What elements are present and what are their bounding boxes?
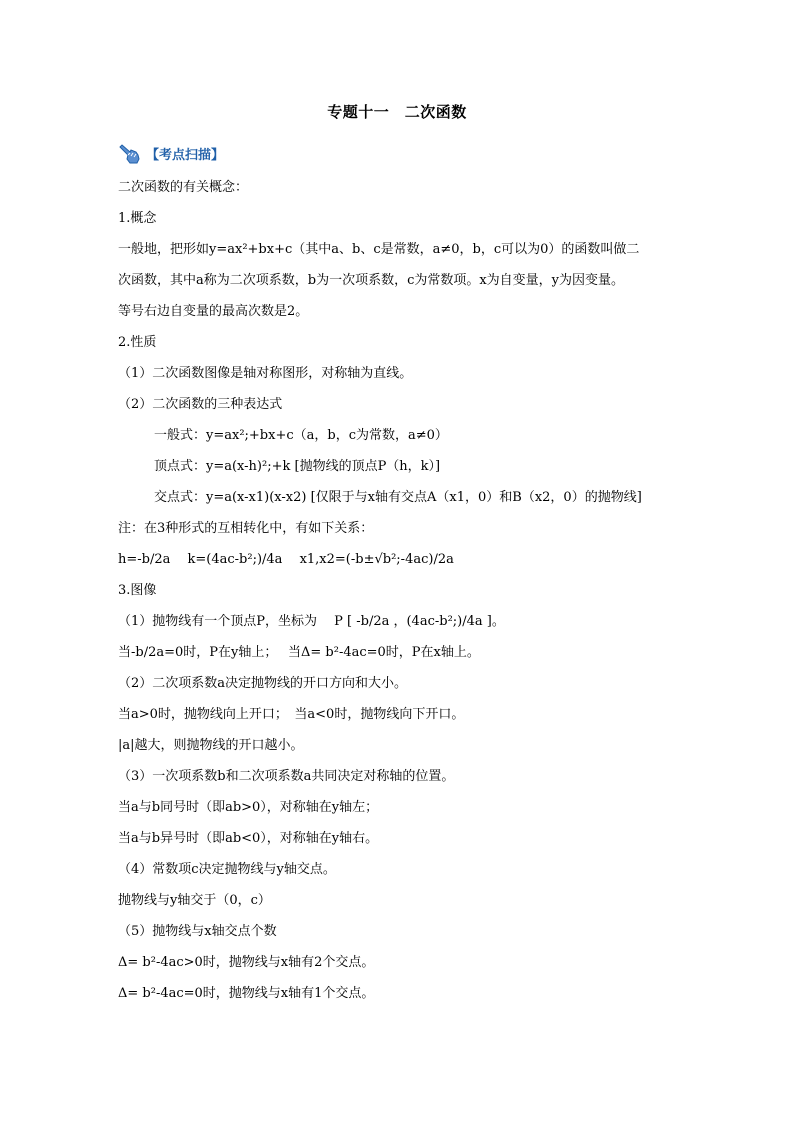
text-line: （5）抛物线与x轴交点个数 (118, 924, 277, 939)
text-line: （3）一次项系数b和二次项系数a共同决定对称轴的位置。 (118, 769, 455, 784)
text-line: 1.概念 (118, 211, 157, 226)
text-line: （2）二次函数的三种表达式 (118, 397, 283, 412)
text-line: Δ= b²-4ac=0时，抛物线与x轴有1个交点。 (118, 986, 375, 1001)
text-line: 注：在3种形式的互相转化中，有如下关系： (118, 521, 374, 536)
text-line: 当-b/2a=0时，P在y轴上； 当Δ= b²-4ac=0时，P在x轴上。 (118, 645, 480, 660)
text-line: 当a与b异号时（即ab<0），对称轴在y轴右。 (118, 831, 379, 846)
text-line: （1）二次函数图像是轴对称图形，对称轴为直线。 (118, 366, 413, 381)
section-label: 【考点扫描】 (146, 148, 225, 163)
text-line: 一般地，把形如y=ax²+bx+c（其中a、b、c是常数，a≠0，b，c可以为0）的函数叫做二 (118, 242, 640, 257)
text-line: （2）二次项系数a决定抛物线的开口方向和大小。 (118, 676, 408, 691)
body-text (118, 172, 718, 1009)
text-line: 一般式：y=ax²;+bx+c（a，b，c为常数，a≠0） (154, 428, 448, 443)
text-line: （4）常数项c决定抛物线与y轴交点。 (118, 862, 336, 877)
text-line: 等号右边自变量的最高次数是2。 (118, 304, 309, 319)
pointing-hand-icon (118, 139, 144, 165)
text-line: h=-b/2a k=(4ac-b²;)/4a x1,x2=(-b±√b²;-4ac)/2a (118, 552, 454, 567)
text-line: 顶点式：y=a(x-h)²;+k [抛物线的顶点P（h，k）] (154, 459, 441, 474)
page-title: 专题十一 二次函数 (327, 103, 467, 121)
text-line: （1）抛物线有一个顶点P，坐标为 P [ -b/2a ，(4ac-b²;)/4a ]。 (118, 614, 505, 629)
section-header (118, 135, 224, 165)
text-line: 3.图像 (118, 583, 157, 598)
text-line: 次函数，其中a称为二次项系数，b为一次项系数，c为常数项。x为自变量，y为因变量。 (118, 273, 625, 288)
text-line: 抛物线与y轴交于（0，c） (118, 893, 271, 908)
text-line: 当a>0时，抛物线向上开口； 当a<0时，抛物线向下开口。 (118, 707, 465, 722)
text-line: |a|越大，则抛物线的开口越小。 (118, 738, 304, 753)
text-line: 当a与b同号时（即ab>0），对称轴在y轴左； (118, 800, 379, 815)
text-line: Δ= b²-4ac>0时，抛物线与x轴有2个交点。 (118, 955, 375, 970)
text-line: 交点式：y=a(x-x1)(x-x2) [仅限于与x轴有交点A（x1，0）和B（x2，0）的抛物线] (154, 490, 642, 505)
text-line: 2.性质 (118, 335, 157, 350)
text-line: 二次函数的有关概念： (118, 180, 249, 195)
